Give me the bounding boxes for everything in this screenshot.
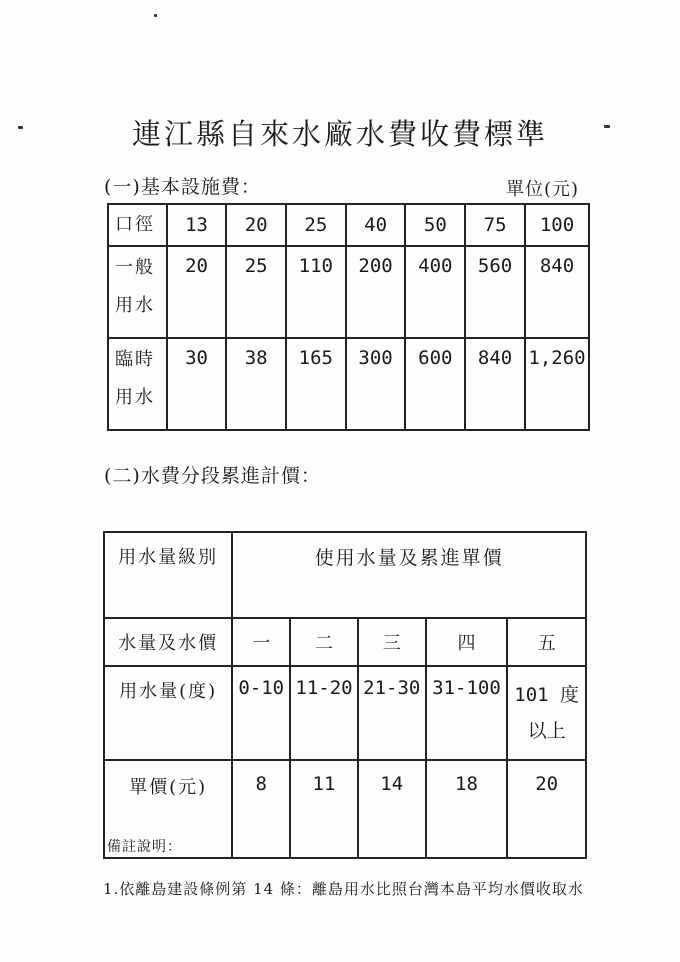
- tier-level-header: 用水量級別: [104, 532, 232, 618]
- volume-last-line2: 以上: [527, 720, 566, 742]
- price-cell: 18: [426, 760, 508, 858]
- usage-price-header: 使用水量及累進單價: [232, 532, 586, 618]
- table-row: [104, 666, 586, 760]
- tier-row-label: 水量及水價: [104, 618, 232, 666]
- volume-cell: 31-100: [426, 666, 508, 760]
- price-cell: 11: [290, 760, 358, 858]
- volume-cell-last: [507, 666, 586, 760]
- note-line-1: 1.依離島建設條例第 14 條：離島用水比照台灣本島平均水價收取水: [103, 880, 584, 898]
- fee-cell: 20: [167, 246, 227, 338]
- fee-cell: 300: [346, 338, 406, 430]
- diameter-cell: 100: [525, 204, 589, 246]
- table-row: [104, 532, 586, 618]
- notes-heading: 備註說明：: [107, 839, 182, 855]
- tier-cell: 四: [426, 618, 508, 666]
- unit-label: 單位(元): [506, 179, 580, 200]
- document-title: 連江縣自來水廠水費收費標準: [131, 117, 548, 151]
- table-row: [104, 618, 586, 666]
- price-cell: 20: [507, 760, 586, 858]
- scan-speck: [154, 14, 157, 17]
- table-row: [108, 246, 589, 338]
- fee-cell: 165: [286, 338, 346, 430]
- volume-cell: 21-30: [358, 666, 426, 760]
- tiered-water-rate-table: [103, 531, 587, 859]
- diameter-cell: 50: [405, 204, 465, 246]
- section2-heading: (二)水費分段累進計價：: [104, 465, 321, 487]
- tier-cell: 五: [507, 618, 586, 666]
- volume-cell: 0-10: [232, 666, 290, 760]
- volume-last-line1: 101 度: [514, 684, 580, 706]
- fee-cell: 25: [226, 246, 286, 338]
- price-cell: 8: [232, 760, 290, 858]
- diameter-cell: 13: [167, 204, 227, 246]
- row-label-line: 用水: [115, 295, 155, 316]
- fee-cell: 840: [525, 246, 589, 338]
- table-row: [108, 338, 589, 430]
- table-row: [108, 204, 589, 246]
- fee-cell: 1,260: [525, 338, 589, 430]
- row-label-temporary: [108, 338, 167, 430]
- row-label-general: [108, 246, 167, 338]
- volume-row-label: 用水量(度): [104, 666, 232, 760]
- fee-cell: 600: [405, 338, 465, 430]
- diameter-cell: 20: [226, 204, 286, 246]
- diameter-cell: 40: [346, 204, 406, 246]
- fee-cell: 400: [405, 246, 465, 338]
- fee-cell: 840: [465, 338, 525, 430]
- row-label-line: 臨時: [115, 349, 155, 370]
- fee-cell: 38: [226, 338, 286, 430]
- price-row-label: 單價(元): [104, 760, 232, 858]
- diameter-cell: 25: [286, 204, 346, 246]
- diameter-header: 口徑: [108, 204, 167, 246]
- basic-facility-fee-table: [107, 203, 590, 431]
- fee-cell: 110: [286, 246, 346, 338]
- volume-cell: 11-20: [290, 666, 358, 760]
- row-label-line: 一般: [115, 257, 155, 278]
- tier-cell: 一: [232, 618, 290, 666]
- section1-heading: (一)基本設施費：: [104, 176, 261, 198]
- fee-cell: 560: [465, 246, 525, 338]
- diameter-cell: 75: [465, 204, 525, 246]
- fee-cell: 30: [167, 338, 227, 430]
- price-cell: 14: [358, 760, 426, 858]
- fee-cell: 200: [346, 246, 406, 338]
- row-label-line: 用水: [115, 387, 155, 408]
- tier-cell: 三: [358, 618, 426, 666]
- tier-cell: 二: [290, 618, 358, 666]
